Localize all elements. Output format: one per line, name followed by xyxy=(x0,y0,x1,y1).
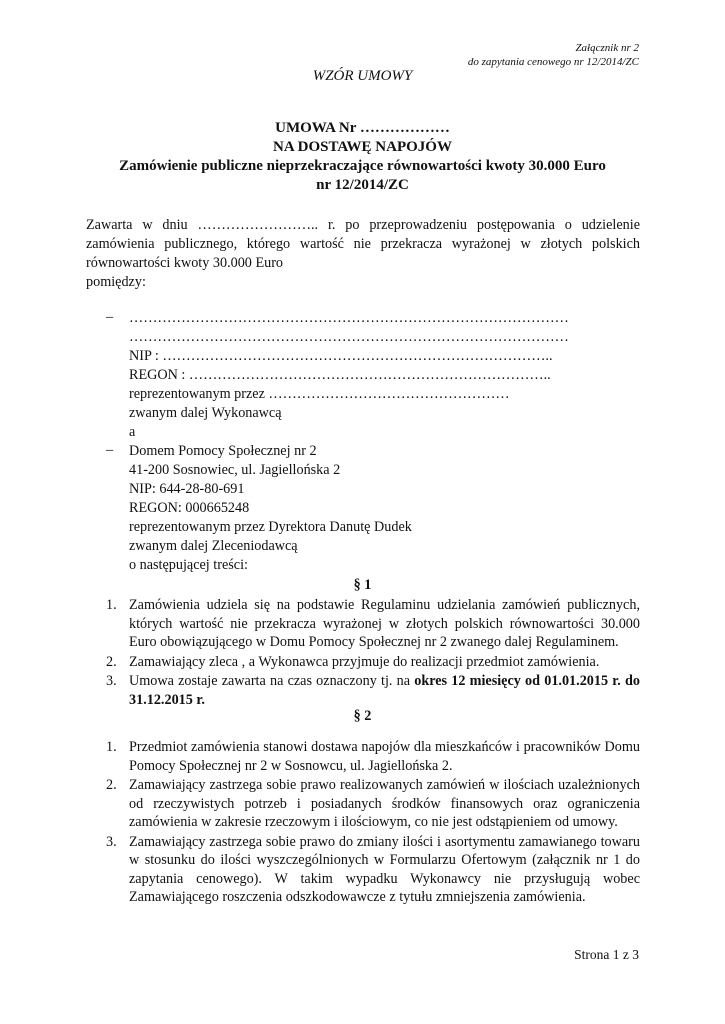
party-line: a xyxy=(129,424,136,440)
section-1-list xyxy=(86,596,640,710)
dash-bullet: – xyxy=(106,309,114,325)
party-line: zwanym dalej Zleceniodawcą xyxy=(129,538,298,554)
attachment-line-2: do zapytania cenowego nr 12/2014/ZC xyxy=(467,56,639,68)
item-text: Zamawiający zastrzega sobie prawo do zmiany ilości i asortymentu zamawianego towaru w stosunku do ilości wyszczególnionych w Formularzu Ofertowym (załącznik nr 1 do zapytania cenowego). W takim wypadku Wykonawcy nie przysługują wobec Zamawiającego roszczenia odszkodowawcze z tytułu zmniejszenia zamówienia. xyxy=(129,833,640,905)
attachment-line-1: Załącznik nr 2 xyxy=(575,42,639,54)
item-text: Zamawiający zleca , a Wykonawca przyjmuje do realizacji przedmiot zamówienia. xyxy=(129,653,600,670)
item-text-bold: okres 12 miesięcy od 01.01.2015 r. do 31.12.2015 r. xyxy=(129,673,640,708)
item-number: 2. xyxy=(106,653,117,670)
contractor-block xyxy=(129,309,569,442)
client-block xyxy=(129,442,412,575)
list-item xyxy=(86,672,640,709)
document-label: WZÓR UMOWY xyxy=(312,68,413,84)
list-item xyxy=(86,738,640,775)
item-number: 2. xyxy=(106,777,117,793)
item-text: Zamawiający zastrzega sobie prawo realizowanych zamówień w ilościach uzależnionych od rzeczywistych potrzeb i posiadanych środków finansowych oraz ograniczenia zamówienia w zakresie rzeczowym i ilościowym, co nie jest odstąpieniem od umowy. xyxy=(129,777,640,830)
section-2-heading: § 2 xyxy=(353,708,372,724)
title-line: UMOWA Nr ……………… xyxy=(275,120,450,136)
party-line: ………………………………………………………………………………… xyxy=(129,310,569,326)
list-item xyxy=(86,776,640,832)
title-line: NA DOSTAWĘ NAPOJÓW xyxy=(273,139,452,155)
party-line: Domem Pomocy Społecznej nr 2 xyxy=(129,443,317,459)
section-1-heading: § 1 xyxy=(353,577,372,593)
item-text: Przedmiot zamówienia stanowi dostawa napojów dla mieszkańców i pracowników Domu Pomocy Społecznej nr 2 w Sosnowcu, ul. Jagiellońska 2. xyxy=(129,739,640,774)
party-line: NIP : ……………………………………………………………………….. xyxy=(129,348,553,364)
item-text: Umowa zostaje zawarta na czas oznaczony tj. na xyxy=(129,673,415,689)
party-line: ………………………………………………………………………………… xyxy=(129,329,569,345)
party-line: 41-200 Sosnowiec, ul. Jagiellońska 2 xyxy=(129,462,341,478)
list-item xyxy=(86,833,640,907)
title-line: nr 12/2014/ZC xyxy=(316,177,409,193)
party-line: NIP: 644-28-80-691 xyxy=(129,481,245,497)
item-number: 1. xyxy=(106,739,117,755)
item-number: 3. xyxy=(106,673,117,689)
page-number: Strona 1 z 3 xyxy=(574,947,639,962)
party-line: zwanym dalej Wykonawcą xyxy=(129,405,282,421)
list-item xyxy=(86,596,640,652)
attachment-header xyxy=(468,41,639,69)
party-line: REGON: 000665248 xyxy=(129,500,250,516)
list-item xyxy=(86,653,640,672)
party-line: reprezentowanym przez …………………………………………… xyxy=(129,386,510,402)
contract-title xyxy=(0,119,725,195)
section-2-list xyxy=(86,738,640,908)
title-line: Zamówienie publiczne nieprzekraczające równowartości kwoty 30.000 Euro xyxy=(119,158,606,174)
item-text: Zamówienia udziela się na podstawie Regulaminu udzielania zamówień publicznych, których wartość nie przekracza wyrażonej w złotych polskich równowartości 30.000 Euro obowiązującego w Domu Pomocy Społecznej nr 2 zwanego dalej Regulaminem. xyxy=(129,597,640,650)
party-line: o następującej treści: xyxy=(129,557,248,573)
item-number: 3. xyxy=(106,833,117,850)
party-line: reprezentowanym przez Dyrektora Danutę Dudek xyxy=(129,519,412,535)
item-number: 1. xyxy=(106,597,117,613)
party-line: REGON : ………………………………………………………………….. xyxy=(129,367,551,383)
intro-paragraph: Zawarta w dniu …………………….. r. po przeprowadzeniu postępowania o udzielenie zamówienia publicznego, którego wartość nie przekracza wyrażonej w złotych polskich równowartości kwoty 30.000 Euro xyxy=(86,217,640,271)
dash-bullet: – xyxy=(106,442,114,458)
between-label: pomiędzy: xyxy=(86,274,146,290)
